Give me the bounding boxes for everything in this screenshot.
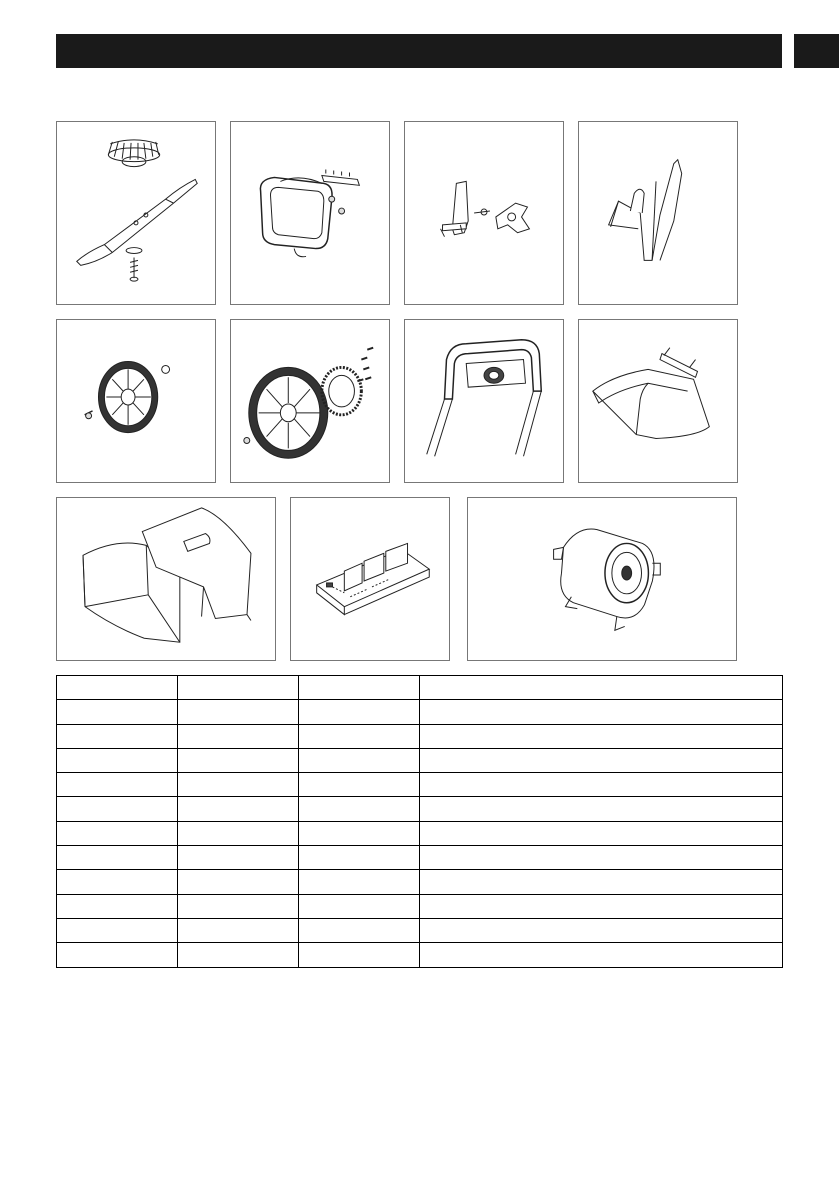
blade-and-fan-icon xyxy=(57,122,215,304)
part-panel-rear-wheel xyxy=(230,319,390,483)
table-cell xyxy=(420,943,783,967)
part-panel-mulching-plug xyxy=(578,121,738,305)
table-row xyxy=(57,700,783,724)
table-cell xyxy=(420,748,783,772)
part-panel-control-board xyxy=(290,497,450,661)
table-row xyxy=(57,797,783,821)
grass-bag-icon xyxy=(57,498,275,660)
table-cell xyxy=(299,870,420,894)
part-panel-front-wheel xyxy=(56,319,216,483)
table-row xyxy=(57,870,783,894)
part-panel-handle-bracket xyxy=(230,121,390,305)
table-cell xyxy=(299,748,420,772)
table-cell xyxy=(420,918,783,942)
table-row xyxy=(57,894,783,918)
part-panel-upper-handle xyxy=(404,319,564,483)
table-row xyxy=(57,748,783,772)
table-cell xyxy=(57,797,178,821)
table-cell xyxy=(178,894,299,918)
table-cell xyxy=(57,748,178,772)
table-cell xyxy=(57,918,178,942)
table-cell xyxy=(178,748,299,772)
table-row xyxy=(57,943,783,967)
table-cell xyxy=(57,724,178,748)
handle-bracket-icon xyxy=(231,122,389,304)
table-cell xyxy=(178,846,299,870)
table-cell xyxy=(299,797,420,821)
control-board-icon xyxy=(291,498,449,660)
section-header-bar xyxy=(56,34,782,68)
rear-wheel-and-gear-icon xyxy=(231,320,389,482)
table-cell xyxy=(420,773,783,797)
table-cell xyxy=(178,943,299,967)
parts-table xyxy=(56,675,783,968)
table-cell xyxy=(299,676,420,700)
table-cell xyxy=(57,870,178,894)
height-lever-and-knob-icon xyxy=(405,122,563,304)
table-row xyxy=(57,724,783,748)
table-cell xyxy=(299,894,420,918)
table-cell xyxy=(57,700,178,724)
part-panel-rear-flap xyxy=(578,319,738,483)
table-row xyxy=(57,773,783,797)
table-cell xyxy=(299,773,420,797)
part-panel-motor xyxy=(467,497,737,661)
page-tab-marker xyxy=(794,34,839,68)
table-cell xyxy=(178,700,299,724)
rear-flap-icon xyxy=(579,320,737,482)
part-panel-height-lever xyxy=(404,121,564,305)
table-cell xyxy=(178,773,299,797)
mulching-plug-icon xyxy=(579,122,737,304)
table-cell xyxy=(299,918,420,942)
table-cell xyxy=(178,870,299,894)
table-cell xyxy=(57,894,178,918)
table-row xyxy=(57,821,783,845)
table-cell xyxy=(420,870,783,894)
part-panel-grass-bag xyxy=(56,497,276,661)
upper-handle-icon xyxy=(405,320,563,482)
table-cell xyxy=(178,724,299,748)
table-cell xyxy=(420,894,783,918)
table-cell xyxy=(420,797,783,821)
table-cell xyxy=(420,821,783,845)
front-wheel-icon xyxy=(57,320,215,482)
table-cell xyxy=(178,797,299,821)
table-row xyxy=(57,676,783,700)
table-cell xyxy=(299,700,420,724)
table-cell xyxy=(57,821,178,845)
table-cell xyxy=(420,846,783,870)
table-cell xyxy=(299,821,420,845)
table-row xyxy=(57,918,783,942)
table-cell xyxy=(299,724,420,748)
motor-icon xyxy=(468,498,736,660)
table-cell xyxy=(420,676,783,700)
part-panel-blade xyxy=(56,121,216,305)
table-cell xyxy=(178,918,299,942)
table-cell xyxy=(57,846,178,870)
table-cell xyxy=(299,943,420,967)
table-cell xyxy=(299,846,420,870)
table-row xyxy=(57,846,783,870)
table-cell xyxy=(420,700,783,724)
table-cell xyxy=(57,676,178,700)
table-cell xyxy=(178,821,299,845)
table-cell xyxy=(57,943,178,967)
table-cell xyxy=(57,773,178,797)
table-cell xyxy=(178,676,299,700)
table-cell xyxy=(420,724,783,748)
